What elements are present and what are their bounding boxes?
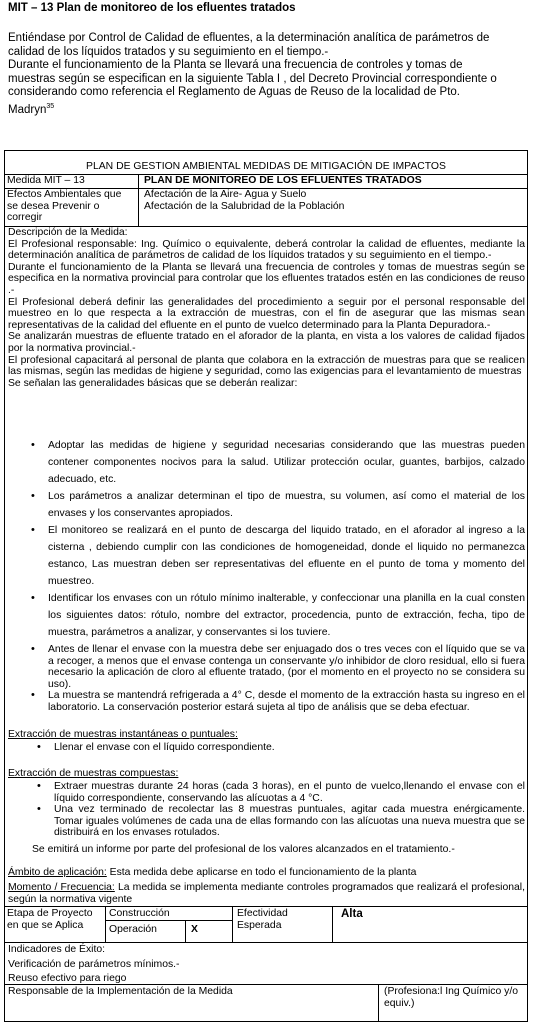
- efectos-item-2: Afectación de la Salubridad de la Población: [144, 201, 345, 212]
- measure-table: [4, 150, 528, 1022]
- description-title: Descripción de la Medida:: [8, 227, 128, 238]
- composite-samples-title: Extracción de muestras compuestas:: [8, 768, 179, 779]
- list-item: • Una vez terminado de recolectar las 8 muestras puntuales, agitar cada muestra enérgicamente. Tomar iguales volúmenes de cada una de ellas formando con las alícuotas una nueva muestra que se distribuirá en los envases rotulados.: [54, 804, 525, 839]
- timing-text: La medida se implementa mediante controles programados que realizará el profesional, según la normativa vigente: [8, 882, 525, 905]
- responsible-value: (Profesiona:l Ing Químico y/o equiv.): [384, 986, 518, 1009]
- scope-line: [8, 867, 416, 879]
- operation-checkmark: X: [191, 924, 198, 935]
- list-item: • El monitoreo se realizará en el punto de descarga del liquido tratado, en el aforador al ingreso a la cisterna , debiendo cumplir con las condiciones de homogeneidad, donde el liquido no permanezca estanco, Las muestran deben ser representativas del efluente en el punto de toma y momento del muestreo.: [48, 522, 525, 590]
- effectiveness-label: Efectividad Esperada: [237, 908, 288, 931]
- list-item: • Antes de llenar el envase con la muestra debe ser enjuagado dos o tres veces con el líquido que se va a recoger, a menos que el envase contenga un conservante y/o inhibidor de cloro residual, ello si fuera necesario la aplicación de cloro al efluente tratado, (por el momento en el proyecto no se considera su uso).: [48, 644, 525, 690]
- footnote-ref: 35: [46, 102, 55, 110]
- stage-operation: Operación: [109, 924, 157, 935]
- list-item: • Adoptar las medidas de higiene y seguridad necesarias considerando que las muestras pueden contener componentes nocivos para la salud. Utilizar protección ocular, guantes, barbijos, calzado adecuado, etc.: [48, 437, 525, 488]
- medida-value: PLAN DE MONITOREO DE LOS EFLUENTES TRATADOS: [144, 175, 422, 186]
- compact-bullet-list: [8, 644, 525, 714]
- report-note: Se emitirá un informe por parte del profesional de los valores alcanzados en el tratamiento.-: [32, 844, 455, 855]
- efectos-item-1: Afectación de la Aire- Agua y Suelo: [144, 189, 307, 200]
- stage-construction: Construcción: [109, 908, 170, 919]
- scope-text: Esta medida debe aplicarse en todo el funcionamiento de la planta: [106, 867, 417, 878]
- instant-samples-title: Extracción de muestras instantáneas o puntuales:: [8, 729, 238, 740]
- document-title: MIT – 13 Plan de monitoreo de los efluentes tratados: [8, 2, 296, 14]
- list-item: • La muestra se mantendrá refrigerada a 4° C, desde el momento de la extracción hasta su ingreso en el laboratorio. La conservación posterior estará sujeta al tipo de análisis que se deba efectuar.: [48, 690, 525, 713]
- scope-label: Ámbito de aplicación:: [8, 867, 107, 878]
- list-item: • Identificar los envases con un rótulo mínimo inalterable, y confeccionar una planilla en la cual consten los siguientes datos: rótulo, nombre del extractor, procedencia, punto de extracción, fecha, tipo de muestra, parámetros a analizar, y conservantes si los tuviere.: [48, 590, 525, 641]
- intro-text: [8, 32, 508, 117]
- main-bullet-list: [8, 437, 525, 641]
- indicators-title: Indicadores de Éxito:: [8, 944, 106, 955]
- timing-label: Momento / Frecuencia:: [8, 882, 115, 893]
- description-paragraph: Durante el funcionamiento de la Planta se llevará una frecuencia de controles y tomas de muestras según se especifica en la normativa provincial para controlar que los efluentes tratados estén en las condiciones de reuso .-: [8, 261, 525, 296]
- medida-label: Medida MIT – 13: [7, 175, 85, 186]
- effectiveness-value: Alta: [341, 908, 363, 920]
- composite-samples-list: [8, 781, 525, 839]
- description-paragraph: El Profesional deberá definir las generalidades del procedimiento a seguir por el personal responsable del muestreo en lo que respecta a la extracción de muestras, con el fin de asegurar que las mismas sean representativas de la calidad del efluente en el punto de vuelco determinado para la Planta Depuradora.-: [8, 296, 525, 331]
- responsible-label: Responsable de la Implementación de la Medida: [8, 986, 233, 997]
- description-block: [8, 227, 525, 389]
- indicator-item: Reuso efectivo para riego: [8, 973, 127, 984]
- description-paragraph: Se analizarán muestras de efluente tratado en el aforador de la planta, en vista a los valores de calidad fijados por la normativa provincial.-: [8, 331, 525, 354]
- list-item: • Extraer muestras durante 24 horas (cada 3 horas), en el punto de vuelco,llenando el envase con el líquido correspondiente, conservando las alícuotas a 4 °C.: [54, 781, 525, 804]
- intro-paragraph-1: Entiéndase por Control de Calidad de efluentes, a la determinación analítica de parámetros de calidad de los líquidos tratados y su seguimiento en el tiempo.-: [8, 32, 490, 58]
- efectos-label: Efectos Ambientales que se desea Prevenir o corregir: [7, 189, 122, 224]
- intro-paragraph-2: [8, 59, 508, 117]
- description-paragraph: El Profesional responsable: Ing. Químico o equivalente, deberá controlar la calidad de efluentes, mediante la determinación analítica de parámetros de calidad de los líquidos tratados y su seguimiento en el tiempo.-: [8, 238, 525, 262]
- timing-line: [8, 882, 525, 905]
- list-item: • Los parámetros a analizar determinan el tipo de muestra, su volumen, así como el material de los envases y los conservantes apropiados.: [48, 488, 525, 522]
- instant-samples-list: [8, 742, 525, 754]
- list-item: • Llenar el envase con el líquido correspondiente.: [54, 742, 525, 754]
- description-paragraph: El profesional capacitará al personal de planta que colabora en la extracción de muestras para que se realicen las mismas, según las medidas de higiene y seguridad, como las exigencias para el levantamiento de muestras: [8, 354, 525, 378]
- stage-label: Etapa de Proyecto en que se Aplica: [7, 908, 93, 931]
- description-paragraph: Se señalan las generalidades básicas que se deberán realizar:: [8, 377, 298, 389]
- intro-paragraph-2-text: Durante el funcionamiento de la Planta se llevará una frecuencia de controles y tomas de muestras según se especifican en la siguiente Tabla I , del Decreto Provincial correspondiente o considerando como referencia el Reglamento de Aguas de Reuso de la localidad de Pto. Madryn: [8, 59, 497, 116]
- indicator-item: Verificación de parámetros mínimos.-: [8, 959, 180, 970]
- table-header: PLAN DE GESTION AMBIENTAL MEDIDAS DE MITIGACIÓN DE IMPACTOS: [86, 161, 446, 172]
